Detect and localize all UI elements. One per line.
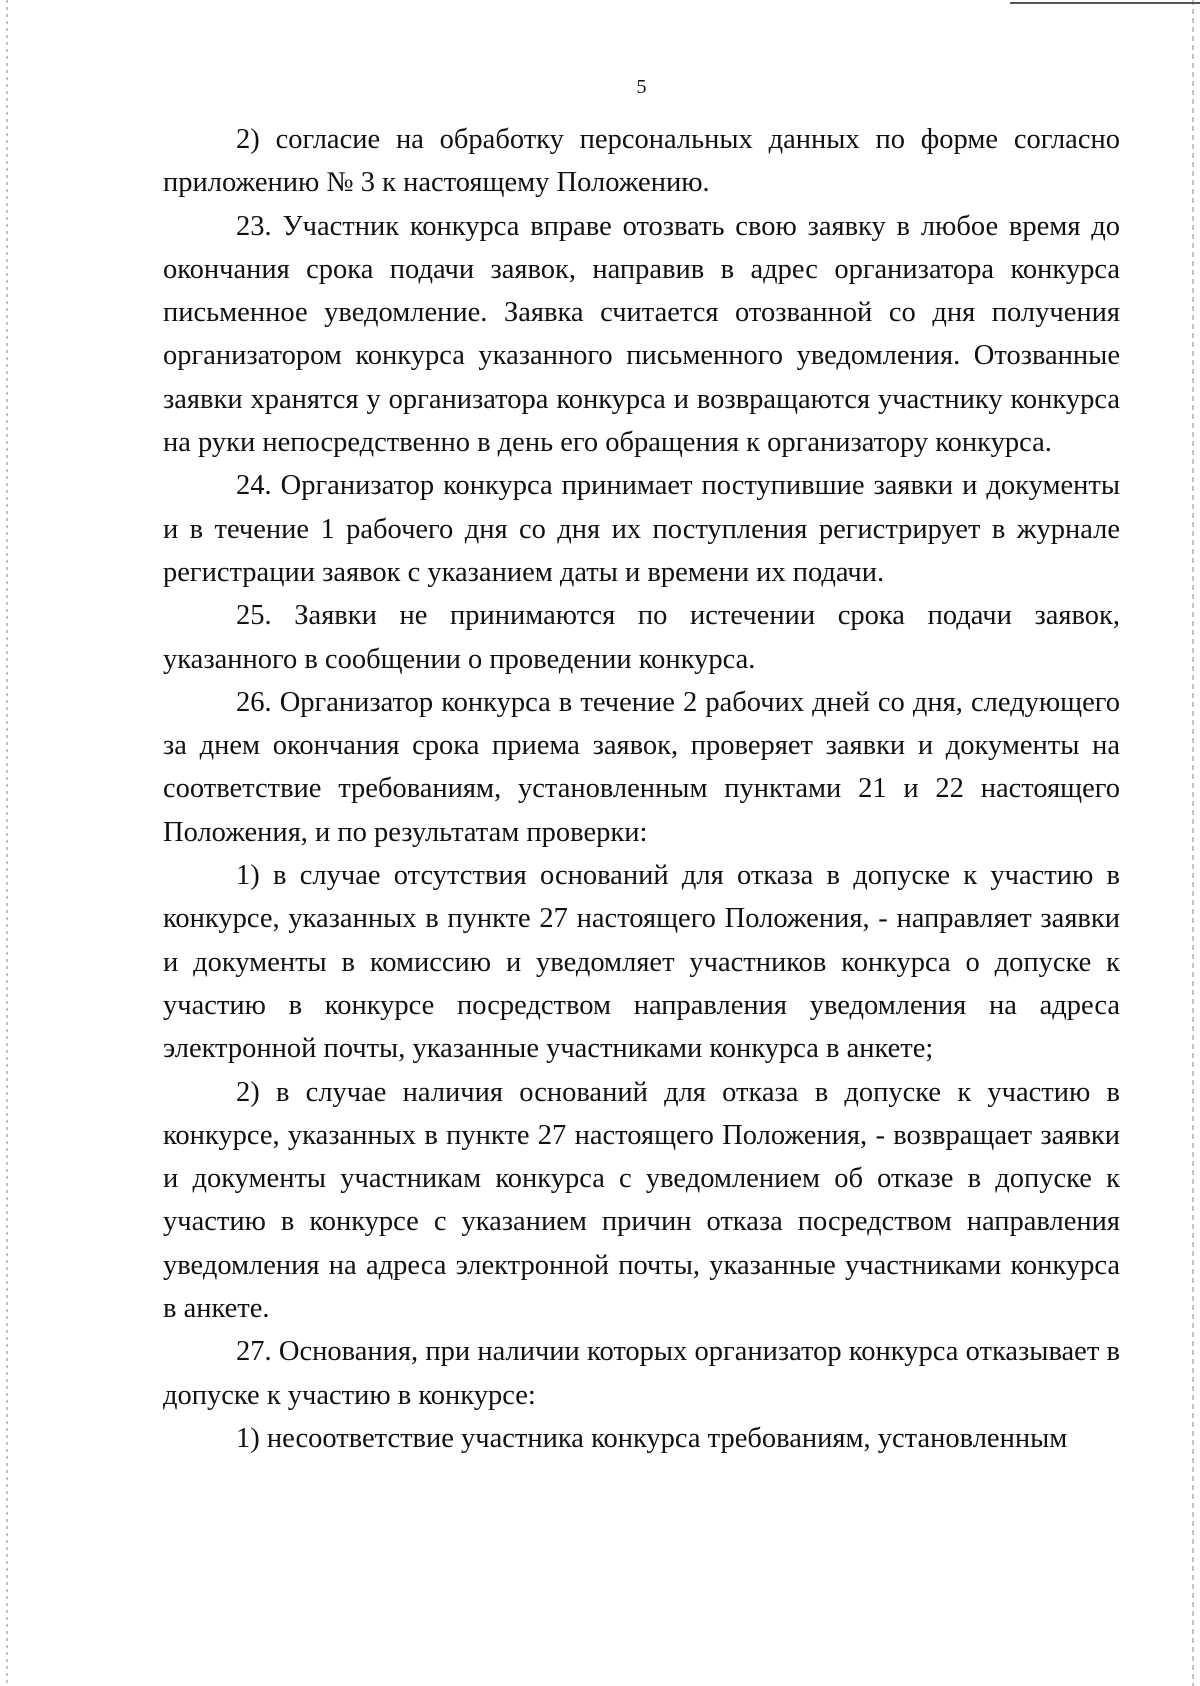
scan-edge-left — [6, 0, 8, 1686]
scan-edge-right — [1192, 0, 1194, 1686]
paragraph-26-item-1: 1) в случае отсутствия оснований для отказа в допуске к участию в конкурсе, указанных в пункте 27 настоящего Положения, - направляет заявки и документы в комиссию и уведомляет участников конкурса о допуске к участию в конкурсе посредством направления уведомления на адреса электронной почты, указанные участниками конкурса в анкете; — [163, 860, 1120, 1065]
paragraph-consent: 2) согласие на обработку персональных данных по форме согласно приложению № 3 к настоящему Положению. — [163, 124, 1120, 199]
paragraph-24: 24. Организатор конкурса принимает поступившие заявки и документы и в течение 1 рабочего дня со дня их поступления регистрирует в журнале регистрации заявок с указанием даты и времени их подачи. — [163, 470, 1120, 588]
paragraph-26-item-2: 2) в случае наличия оснований для отказа в допуске к участию в конкурсе, указанных в пункте 27 настоящего Положения, - возвращает заявки и документы участникам конкурса с уведомлением об отказе в допуске к участию в конкурсе с указанием причин отказа посредством направления уведомления на адреса электронной почты, указанные участниками конкурса в анкете. — [163, 1076, 1120, 1325]
paragraph-27: 27. Основания, при наличии которых организатор конкурса отказывает в допуске к участию в конкурсе: — [163, 1336, 1120, 1411]
document-body — [163, 118, 1120, 1460]
paragraph-26: 26. Организатор конкурса в течение 2 рабочих дней со дня, следующего за днем окончания срока приема заявок, проверяет заявки и документы на соответствие требованиям, установленным пунктами 21 и 22 настоящего Положения, и по результатам проверки: — [163, 686, 1120, 848]
paragraph-27-item-1: 1) несоответствие участника конкурса требованиям, установленным — [236, 1422, 1068, 1454]
paragraph-25: 25. Заявки не принимаются по истечении срока подачи заявок, указанного в сообщении о проведении конкурса. — [163, 600, 1120, 675]
scan-edge-top — [1010, 2, 1200, 4]
page-number: 5 — [636, 76, 647, 98]
paragraph-23: 23. Участник конкурса вправе отозвать свою заявку в любое время до окончания срока подачи заявок, направив в адрес организатора конкурса письменное уведомление. Заявка считается отозванной со дня получения организатором конкурса указанного письменного уведомления. Отозванные заявки хранятся у организатора конкурса и возвращаются участнику конкурса на руки непосредственно в день его обращения к организатору конкурса. — [163, 210, 1120, 459]
